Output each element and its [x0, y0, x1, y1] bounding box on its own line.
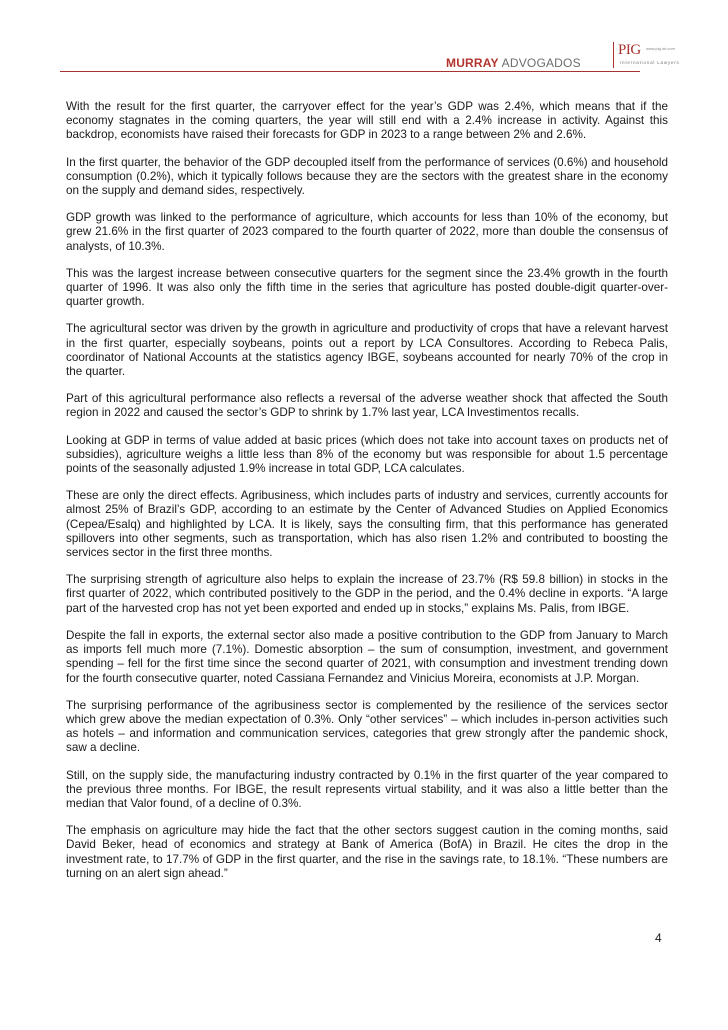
document-body	[66, 100, 668, 894]
brand-name-advogados: ADVOGADOS	[498, 56, 581, 70]
body-paragraph: The surprising strength of agriculture also helps to explain the increase of 23.7% (R$ 59.8 billion) in stocks in the first quarter of 2022, which contributed positively to the GDP in the period, and the 0.4% decline in exports. “A large part of the harvested crop has not yet been exported and ended up in stocks,” explains Ms. Palis, from IBGE.	[66, 573, 668, 615]
body-paragraph: The emphasis on agriculture may hide the fact that the other sectors suggest caution in the coming months, said David Beker, head of economics and strategy at Bank of America (BofA) in Brazil. He cites the drop in the investment rate, to 17.7% of GDP in the first quarter, and the rise in the savings rate, to 18.1%. “These numbers are turning on an alert sign ahead.”	[66, 824, 668, 880]
body-paragraph: In the first quarter, the behavior of the GDP decoupled itself from the performance of services (0.6%) and household consumption (0.2%), which it typically follows because they are the sectors with the greatest share in the economy on the supply and demand sides, respectively.	[66, 155, 668, 198]
murray-advogados-logo	[446, 56, 581, 70]
body-paragraph: With the result for the first quarter, the carryover effect for the year’s GDP was 2.4%, which means that if the economy stagnates in the coming quarters, the year will still end with a 2.4% increase in activity. Against this backdrop, economists have raised their forecasts for GDP in 2023 to a range between 2% and 2.6%.	[66, 100, 668, 142]
pig-logo	[613, 42, 683, 70]
pig-logo-tagline: International Lawyers	[620, 60, 680, 65]
pig-logo-mark: PIG	[618, 42, 641, 58]
body-paragraph: Looking at GDP in terms of value added at basic prices (which does not take into account taxes on products net of subsidies), agriculture weighs a little less than 8% of the economy but was responsible for about 1.5 percentage points of the seasonally adjusted 1.9% increase in total GDP, LCA calculates.	[66, 433, 668, 476]
body-paragraph: Part of this agricultural performance also reflects a reversal of the adverse weather shock that affected the South region in 2022 and caused the sector’s GDP to shrink by 1.7% last year, LCA Investimentos recalls.	[66, 392, 668, 420]
body-paragraph: These are only the direct effects. Agribusiness, which includes parts of industry and services, currently accounts for almost 25% of Brazil’s GDP, according to an estimate by the Center of Advanced Studies on Applied Economics (Cepea/Esalq) and highlighted by LCA. It is likely, says the consulting firm, that this performance has generated spillovers into other segments, such as transportation, which has also risen 1.2% and contributed to boosting the services sector in the first three months.	[66, 489, 668, 560]
pig-logo-website: www.pig.int.com	[646, 46, 675, 51]
body-paragraph: The surprising performance of the agribusiness sector is complemented by the resilience of the services sector which grew above the median expectation of 0.3%. Only “other services” – which includes in-person activities such as hotels – and information and communication services, categories that grew strongly after the pandemic shock, saw a decline.	[66, 698, 668, 755]
pig-logo-divider	[613, 42, 614, 68]
header-divider	[60, 71, 640, 72]
page-header	[0, 0, 728, 80]
body-paragraph: This was the largest increase between consecutive quarters for the segment since the 23.4% growth in the fourth quarter of 1996. It was also only the fifth time in the series that agriculture has posted double-digit quarter-over-quarter growth.	[66, 266, 668, 309]
brand-name-murray: MURRAY	[446, 56, 499, 70]
page-number: 4	[655, 931, 662, 945]
body-paragraph: Still, on the supply side, the manufacturing industry contracted by 0.1% in the first quarter of the year compared to the previous three months. For IBGE, the result represents virtual stability, and it was also a little better than the median that Valor found, of a decline of 0.3%.	[66, 768, 668, 810]
body-paragraph: Despite the fall in exports, the external sector also made a positive contribution to the GDP from January to March as imports fell much more (7.1%). Domestic absorption – the sum of consumption, investment, and government spending – fell for the first time since the second quarter of 2021, with consumption and investment trending down for the fourth consecutive quarter, noted Cassiana Fernandez and Vinicius Moreira, economists at J.P. Morgan.	[66, 628, 668, 685]
body-paragraph: The agricultural sector was driven by the growth in agriculture and productivity of crops that have a relevant harvest in the first quarter, especially soybeans, points out a report by LCA Consultores. According to Rebeca Palis, coordinator of National Accounts at the statistics agency IBGE, soybeans accounted for nearly 70% of the crop in the quarter.	[66, 322, 668, 379]
body-paragraph: GDP growth was linked to the performance of agriculture, which accounts for less than 10% of the economy, but grew 21.6% in the first quarter of 2023 compared to the fourth quarter of 2022, more than double the consensus of analysts, of 10.3%.	[66, 211, 668, 253]
